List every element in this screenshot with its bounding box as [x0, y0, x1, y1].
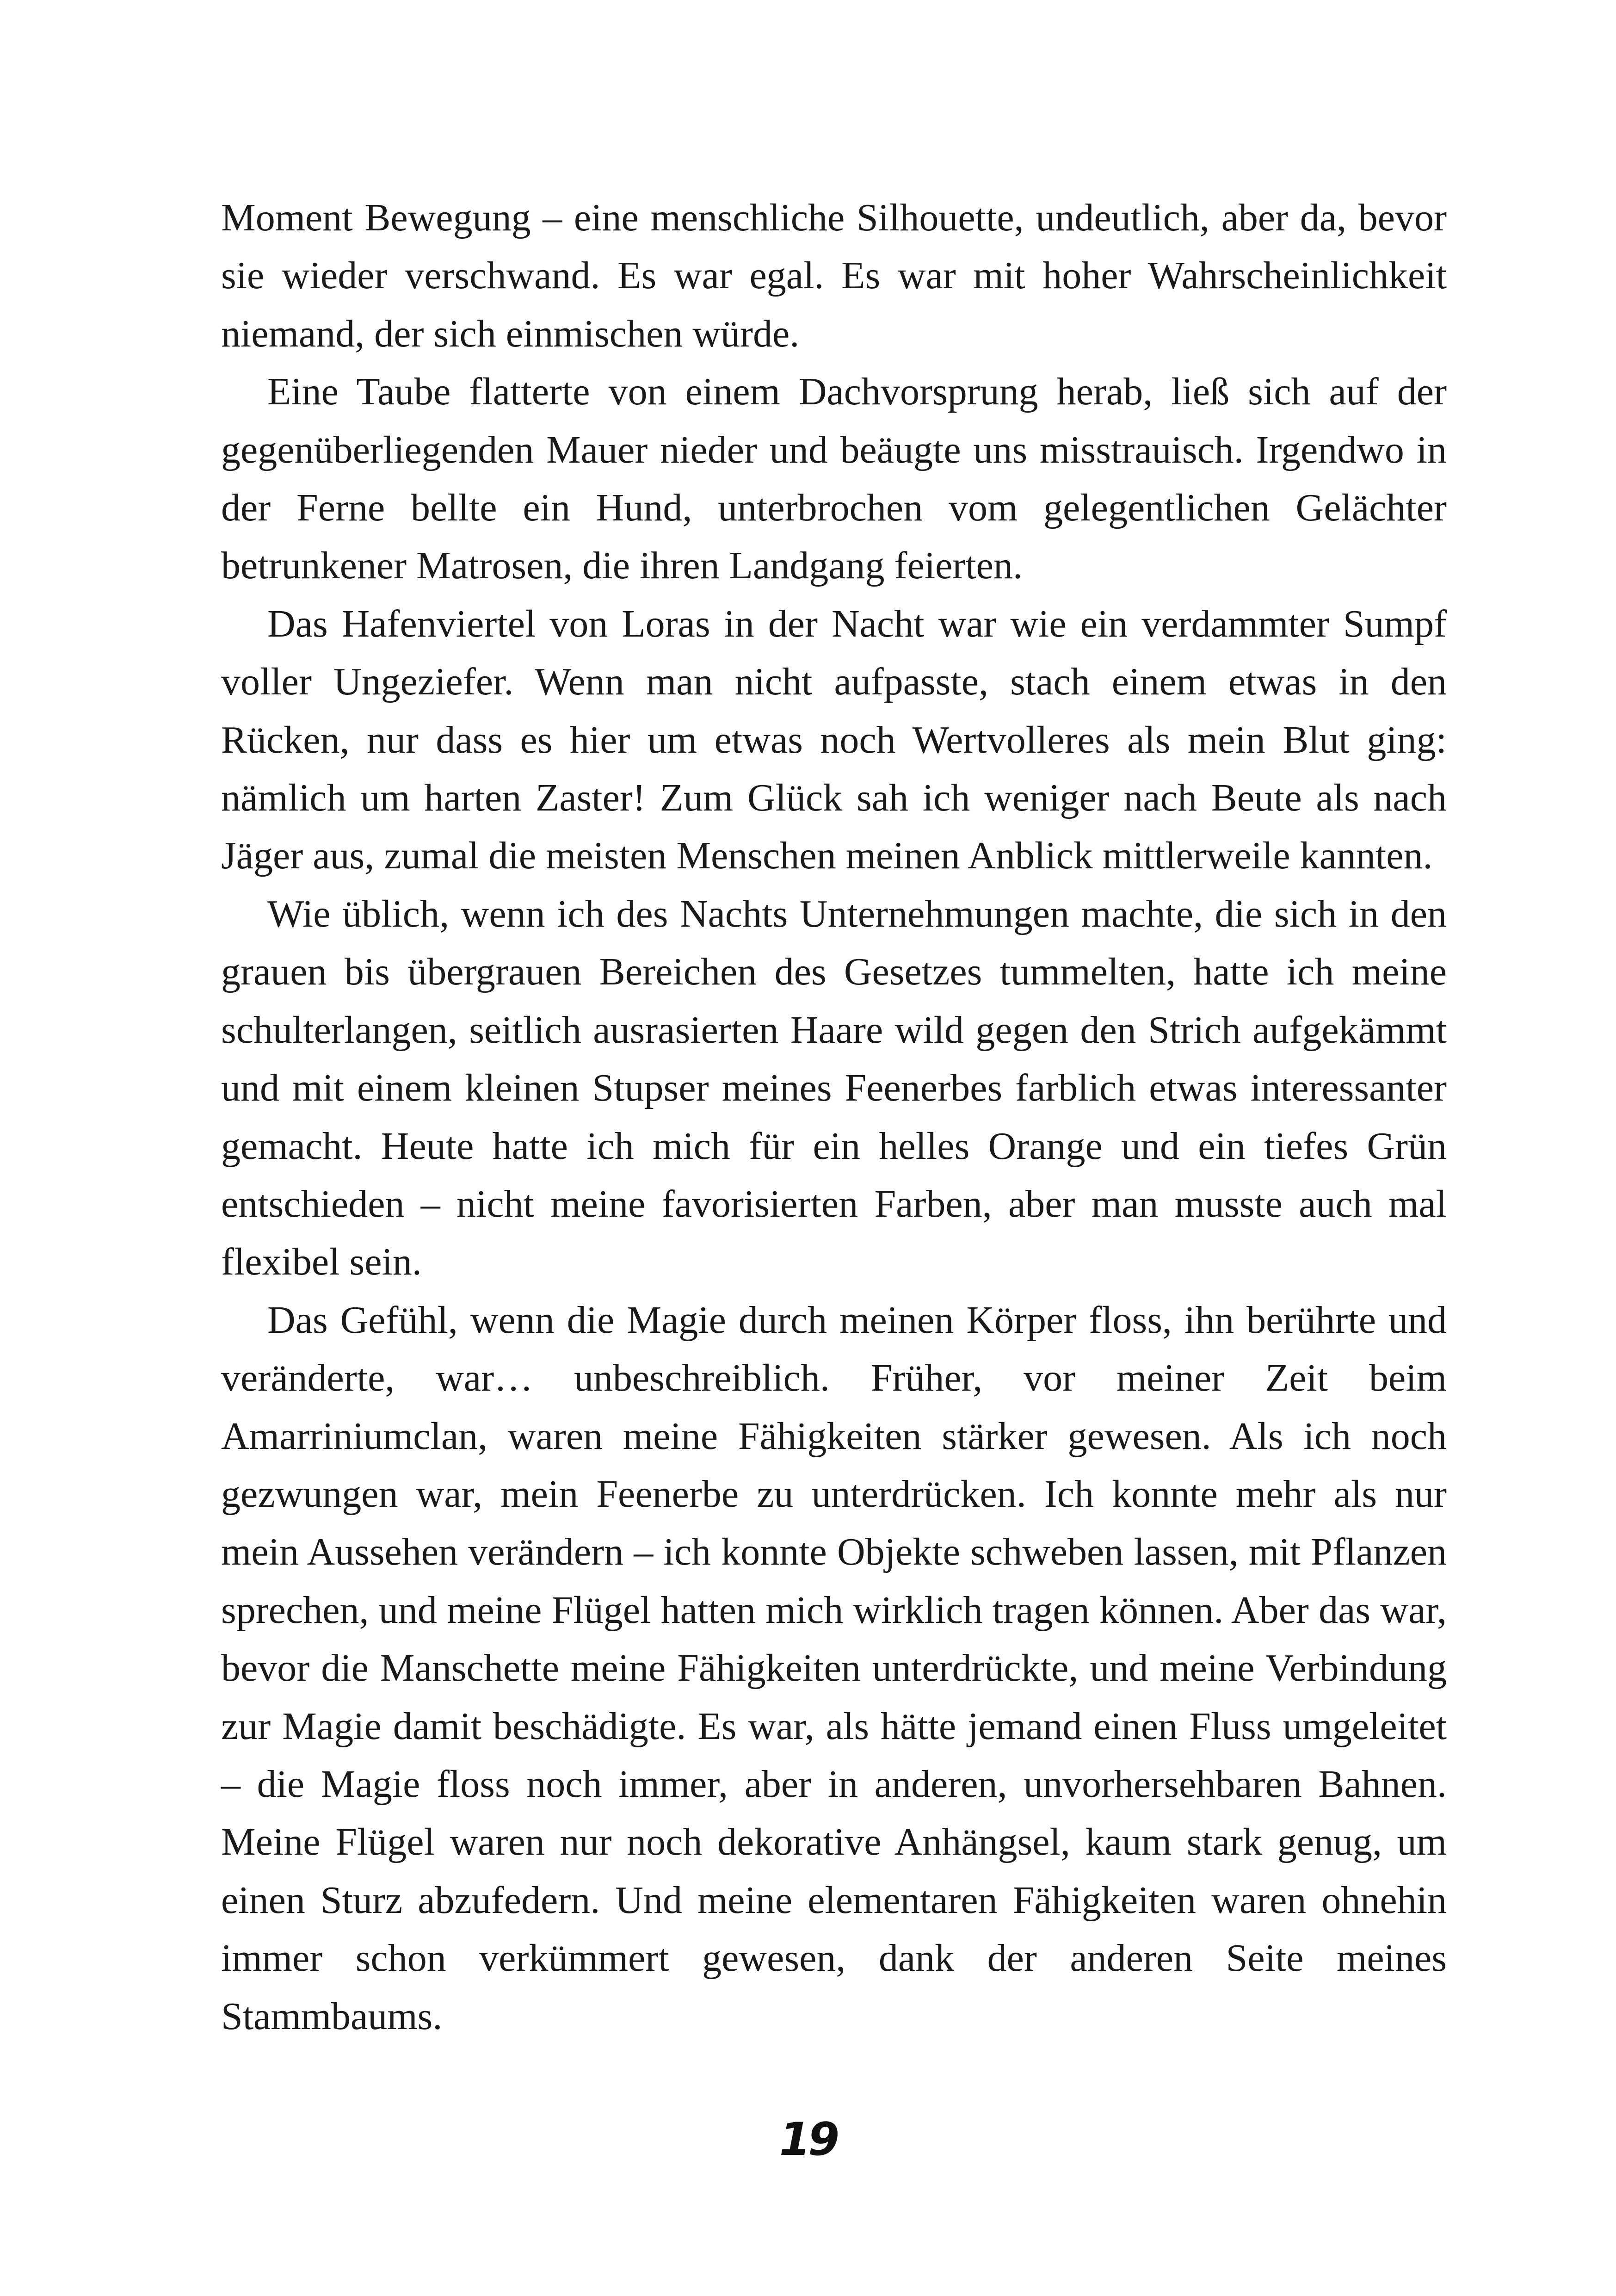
paragraph: Eine Taube flatterte von einem Dachvorsprung herab, ließ sich auf der gegenüberliegenden Mauer nieder und beäugte uns misstrauisch. Irgendwo in der Ferne bellte ein Hund, unterbrochen vom gelegentlichen Gelächter betrunkener Matrosen, die ihren Landgang feierten.	[221, 370, 1447, 588]
paragraph: Moment Bewegung – eine menschliche Silhouette, undeutlich, aber da, bevor sie wieder verschwand. Es war egal. Es war mit hoher Wahrscheinlichkeit niemand, der sich einmischen würde.	[221, 196, 1447, 355]
body-text	[221, 189, 1447, 2045]
page-number: 19	[779, 2113, 837, 2166]
paragraph: Das Hafenviertel von Loras in der Nacht war wie ein verdammter Sumpf voller Ungeziefer. Wenn man nicht aufpasste, stach einem etwas in den Rücken, nur dass es hier um etwas noch Wertvolleres als mein Blut ging: nämlich um harten Zaster! Zum Glück sah ich weniger nach Beute als nach Jäger aus, zumal die meisten Menschen meinen Anblick mittlerweile kannten.	[221, 602, 1447, 878]
paragraph: Das Gefühl, wenn die Magie durch meinen Körper floss, ihn berührte und veränderte, war… unbeschreiblich. Früher, vor meiner Zeit beim Amarriniumclan, waren meine Fähigkeiten stärker gewesen. Als ich noch gezwungen war, mein Feenerbe zu unterdrücken. Ich konnte mehr als nur mein Aussehen verändern – ich konnte Objekte schweben lassen, mit Pflanzen sprechen, und meine Flügel hatten mich wirklich tragen können. Aber das war, bevor die Manschette meine Fähigkeiten unterdrückte, und meine Verbindung zur Magie damit beschädigte. Es war, als hätte jemand einen Fluss umgeleitet – die Magie floss noch immer, aber in anderen, unvorhersehbaren Bahnen. Meine Flügel waren nur noch dekorative Anhängsel, kaum stark genug, um einen Sturz abzufedern. Und meine elementaren Fähigkeiten waren ohnehin immer schon verkümmert gewesen, dank der anderen Seite meines Stammbaums.	[221, 1298, 1447, 2038]
paragraph: Wie üblich, wenn ich des Nachts Unternehmungen machte, die sich in den grauen bis übergrauen Bereichen des Gesetzes tummelten, hatte ich meine schulterlangen, seitlich ausrasierten Haare wild gegen den Strich aufgekämmt und mit einem kleinen Stupser meines Feenerbes farblich etwas interessanter gemacht. Heute hatte ich mich für ein helles Orange und ein tiefes Grün entschieden – nicht meine favorisierten Farben, aber man musste auch mal flexibel sein.	[221, 892, 1447, 1284]
